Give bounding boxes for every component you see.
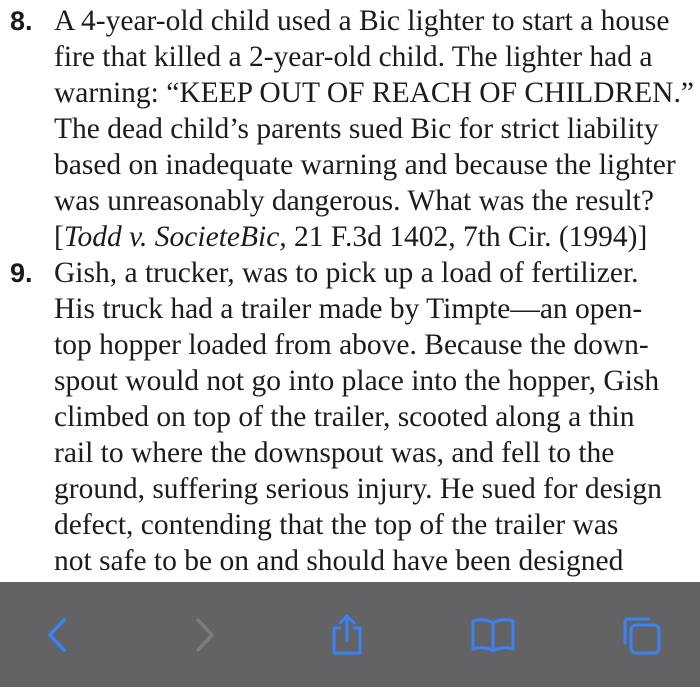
- text-line: A 4-year-old child used a Bic lighter to start a house: [54, 5, 670, 37]
- text-line: top hopper loaded from above. Because the down-: [54, 329, 649, 361]
- forward-button[interactable]: [178, 608, 232, 662]
- browser-toolbar: [0, 582, 700, 687]
- text-line: rail to where the downspout was, and fell to the: [54, 437, 615, 469]
- text-line: spout would not go into place into the hopper, Gish: [54, 365, 660, 397]
- text-line: His truck had a trailer made by Timpte—an open-: [54, 293, 643, 325]
- text-line: The dead child’s parents sued Bic for strict liability: [54, 113, 659, 145]
- tabs-icon: [619, 613, 663, 657]
- text-line: was unreasonably dangerous. What was the result?: [54, 185, 654, 217]
- bookmarks-button[interactable]: [466, 608, 520, 662]
- chevron-right-icon: [190, 615, 220, 655]
- citation-case-name: Todd v. SocieteBic,: [63, 221, 287, 253]
- tabs-button[interactable]: [614, 608, 668, 662]
- citation-open-bracket: [: [54, 221, 64, 253]
- text-line: warning: “KEEP OUT OF REACH OF CHILDREN.”: [54, 77, 694, 109]
- text-line: defect, contending that the top of the trailer was: [54, 509, 619, 541]
- text-line: based on inadequate warning and because the lighter: [54, 149, 676, 181]
- problem-number: 9.: [10, 258, 33, 288]
- back-button[interactable]: [30, 608, 84, 662]
- chevron-left-icon: [42, 615, 72, 655]
- text-line: not safe to be on and should have been designed: [54, 545, 624, 577]
- problem-number: 8.: [10, 6, 33, 36]
- text-line: climbed on top of the trailer, scooted along a thin: [54, 401, 635, 433]
- text-line: fire that killed a 2-year-old child. The lighter had a: [54, 41, 653, 73]
- citation-reporter: 21 F.3d 1402, 7th Cir. (1994)]: [286, 221, 648, 253]
- book-icon: [469, 615, 517, 655]
- citation: [54, 220, 647, 254]
- text-line: Gish, a trucker, was to pick up a load of fertilizer.: [54, 257, 639, 289]
- share-icon: [328, 613, 366, 657]
- text-line: ground, suffering serious injury. He sued for design: [54, 473, 662, 505]
- share-button[interactable]: [320, 608, 374, 662]
